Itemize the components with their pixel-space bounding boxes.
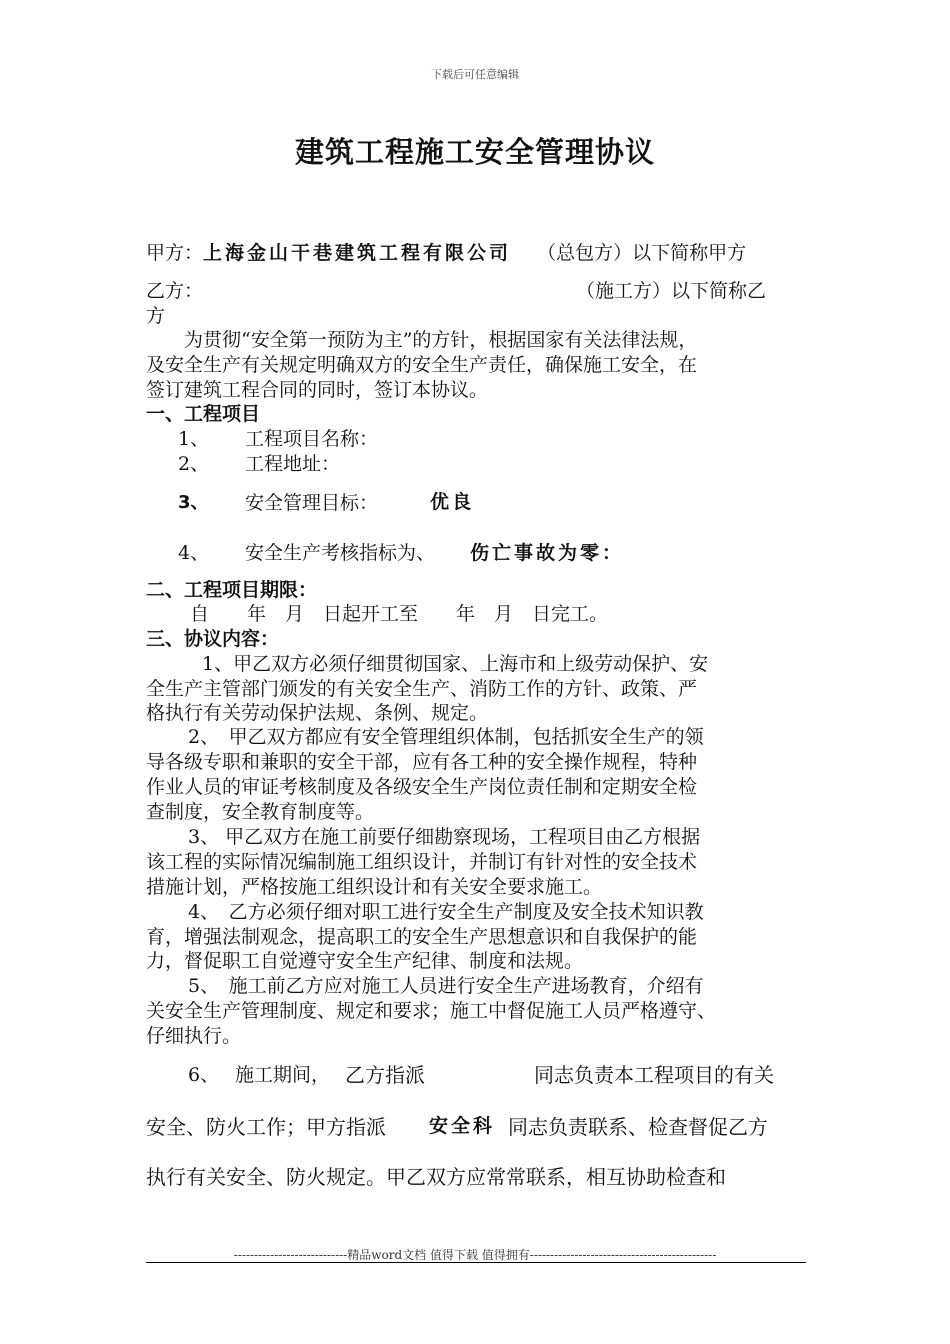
s1-item1-num: 1、	[178, 428, 210, 450]
s3-p2-line4: 查制度，安全教育制度等。	[146, 801, 375, 823]
s3-p4-line3: 力，督促职工自觉遵守安全生产纪律、制度和法规。	[146, 950, 584, 972]
header-note: 下载后可任意编辑	[431, 68, 519, 81]
intro-line-3: 签订建筑工程合同的同时，签订本协议。	[146, 379, 489, 401]
s3-p6-g: 执行有关安全、防火规定。甲乙双方应常常联系，相互协助检查和	[146, 1165, 726, 1189]
section1-heading: 一、工程项目	[146, 403, 261, 425]
section2-period: 自 年 月 日起开工至 年 月 日完工。	[190, 603, 609, 625]
s3-p3-line2: 该工程的实际情况编制施工组织设计，并制订有针对性的安全技术	[146, 851, 698, 873]
s3-p6-d: 安全、防火工作；甲方指派	[146, 1115, 386, 1139]
s3-p2-line2: 导各级专职和兼职的安全干部，应有各工种的安全操作规程，特种	[146, 751, 698, 773]
party-b-label: 乙方：	[146, 280, 204, 302]
s1-item4-text: 安全生产考核指标为、	[245, 542, 436, 564]
s1-item3-value: 优良	[430, 491, 475, 513]
s3-p5-line2: 关安全生产管理制度、规定和要求；施工中督促施工人员严格遵守、	[146, 1000, 717, 1022]
s3-p3-line3: 措施计划，严格按施工组织设计和有关安全要求施工。	[146, 876, 603, 898]
s3-p2-line3: 作业人员的审证考核制度及各级安全生产岗位责任制和定期安全检	[146, 776, 698, 798]
s3-p1-line2: 全生产主管部门颁发的有关安全生产、消防工作的方针、政策、严	[146, 678, 698, 700]
s3-p6-f: 同志负责联系、检查督促乙方	[508, 1115, 768, 1139]
s3-p5-line3: 仔细执行。	[146, 1025, 242, 1047]
s3-p3-line1: 3、 甲乙双方在施工前要仔细勘察现场，工程项目由乙方根据	[188, 826, 701, 848]
s1-item3-text: 安全管理目标：	[245, 492, 379, 514]
s3-p6-e: 安全科	[429, 1115, 496, 1137]
s3-p6-c: 同志负责本工程项目的有关	[534, 1063, 774, 1087]
s3-p4-line2: 育，增强法制观念，提高职工的安全生产思想意识和自我保护的能	[146, 926, 698, 948]
s1-item2-text: 工程地址：	[245, 453, 341, 475]
s3-p6-b: 乙方指派	[345, 1063, 425, 1087]
section3-heading: 三、协议内容：	[146, 628, 280, 650]
s1-item4-num: 4、	[178, 542, 210, 564]
s1-item4-value: 伤亡事故为零：	[470, 542, 625, 564]
intro-line-2: 及安全生产有关规定明确双方的安全生产责任，确保施工安全，在	[146, 354, 698, 376]
intro-line-1: 为贯彻“安全第一预防为主”的方针，根据国家有关法律法规，	[184, 329, 698, 351]
party-a-line	[146, 238, 746, 265]
s1-item2-num: 2、	[178, 453, 210, 475]
document-title: 建筑工程施工安全管理协议	[294, 135, 655, 169]
s3-p6-num: 6、	[188, 1064, 220, 1086]
party-a-role: （总包方）以下简称甲方	[537, 242, 747, 264]
party-b-role-cont: 方	[146, 305, 166, 327]
section2-heading: 二、工程项目期限：	[146, 579, 318, 601]
s3-p1-line1: 1、甲乙双方必须仔细贯彻国家、上海市和上级劳动保护、安	[202, 653, 709, 675]
s3-p4-line1: 4、 乙方必须仔细对职工进行安全生产制度及安全技术知识教	[188, 901, 704, 923]
s3-p2-line1: 2、 甲乙双方都应有安全管理组织体制，包括抓安全生产的领	[188, 726, 704, 748]
footer-text: ----------------------------精品word文档 值得下载 值得拥有----------------------------------------------	[233, 1248, 717, 1262]
party-b-role: （施工方）以下简称乙	[576, 280, 767, 302]
party-a-name: 上海金山干巷建筑工程有限公司	[203, 242, 512, 264]
s1-item1-text: 工程项目名称：	[245, 428, 379, 450]
s3-p1-line3: 格执行有关劳动保护法规、条例、规定。	[146, 702, 489, 724]
s3-p6-a: 施工期间，	[235, 1064, 331, 1086]
s3-p5-line1: 5、 施工前乙方应对施工人员进行安全生产进场教育，介绍有	[188, 975, 704, 997]
footer-rule	[146, 1262, 806, 1263]
s1-item3-num: 3、	[178, 492, 209, 513]
party-a-label: 甲方：	[146, 242, 204, 264]
